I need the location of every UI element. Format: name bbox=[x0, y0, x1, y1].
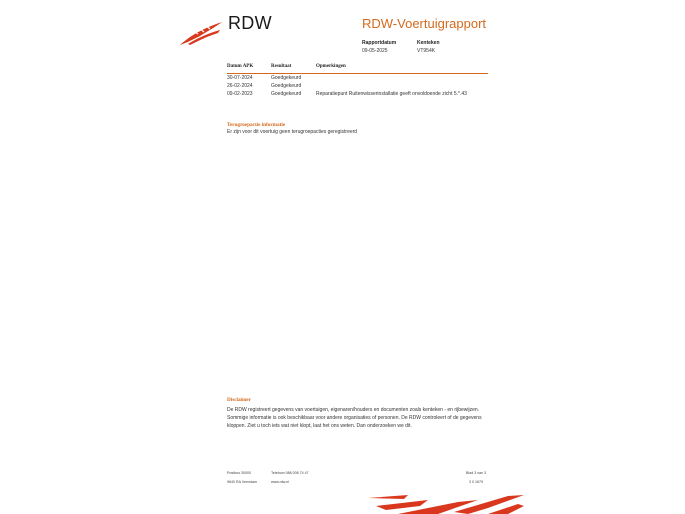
apk-table-header bbox=[227, 64, 488, 74]
kenteken-label: Kenteken bbox=[417, 40, 440, 46]
rdw-logo-icon bbox=[178, 20, 224, 46]
row-date: 30-07-2024 bbox=[227, 75, 253, 81]
row-date: 09-02-2023 bbox=[227, 91, 253, 97]
recall-text: Er zijn voor dit voertuig geen terugroepacties geregistreerd bbox=[227, 129, 358, 135]
table-row bbox=[227, 82, 488, 90]
footer-page: Blad 3 van 3 bbox=[466, 471, 486, 475]
disclaimer-text: De RDW registreert gegevens van voertuigen, eigenaren/houders en documenten zoals kenteken - en rijbewijzen. Sommige informatie is ook beschikbaar voor andere organisaties of personen. De RDW controleert of de gegevens kloppen. Ziet u toch iets wat niet klopt, laat het ons weten. Dan onderzoeken we dit. bbox=[227, 407, 482, 429]
footer-code: 3 0 1679 bbox=[469, 480, 483, 484]
row-result: Goedgekeurd bbox=[271, 75, 302, 81]
footer-postcode: 9640 RA Veendam bbox=[227, 480, 257, 484]
col-resultaat: Resultaat bbox=[271, 64, 292, 69]
rapportdatum-label: Rapportdatum bbox=[362, 40, 397, 46]
disclaimer-title: Disclaimer bbox=[227, 397, 251, 403]
row-date: 26-02-2024 bbox=[227, 83, 253, 89]
row-remark: Reparatiepunt Ruitenwisserinstallatie geeft onvoldoende zicht 5.*.43 bbox=[316, 91, 467, 97]
kenteken-value: VT954K bbox=[417, 48, 436, 54]
brand-name: RDW bbox=[228, 13, 272, 33]
table-row bbox=[227, 74, 488, 82]
footer-telefoon: Telefoon 088 008 74 47 bbox=[271, 471, 309, 475]
recall-title: Terugroepactie informatie bbox=[227, 122, 286, 128]
apk-table bbox=[227, 64, 488, 106]
rapportdatum-value: 09-05-2025 bbox=[362, 48, 388, 54]
report-title: RDW-Voertuigrapport bbox=[362, 16, 487, 31]
col-datum-apk: Datum APK bbox=[227, 64, 254, 69]
table-row bbox=[227, 90, 488, 106]
footer-postbus: Postbus 30000 bbox=[227, 471, 251, 475]
footer-website: www.rdw.nl bbox=[271, 480, 289, 484]
row-result: Goedgekeurd bbox=[271, 83, 302, 89]
rdw-swoosh-icon bbox=[368, 494, 524, 514]
col-opmerkingen: Opmerkingen bbox=[316, 64, 346, 69]
row-result: Goedgekeurd bbox=[271, 91, 302, 97]
